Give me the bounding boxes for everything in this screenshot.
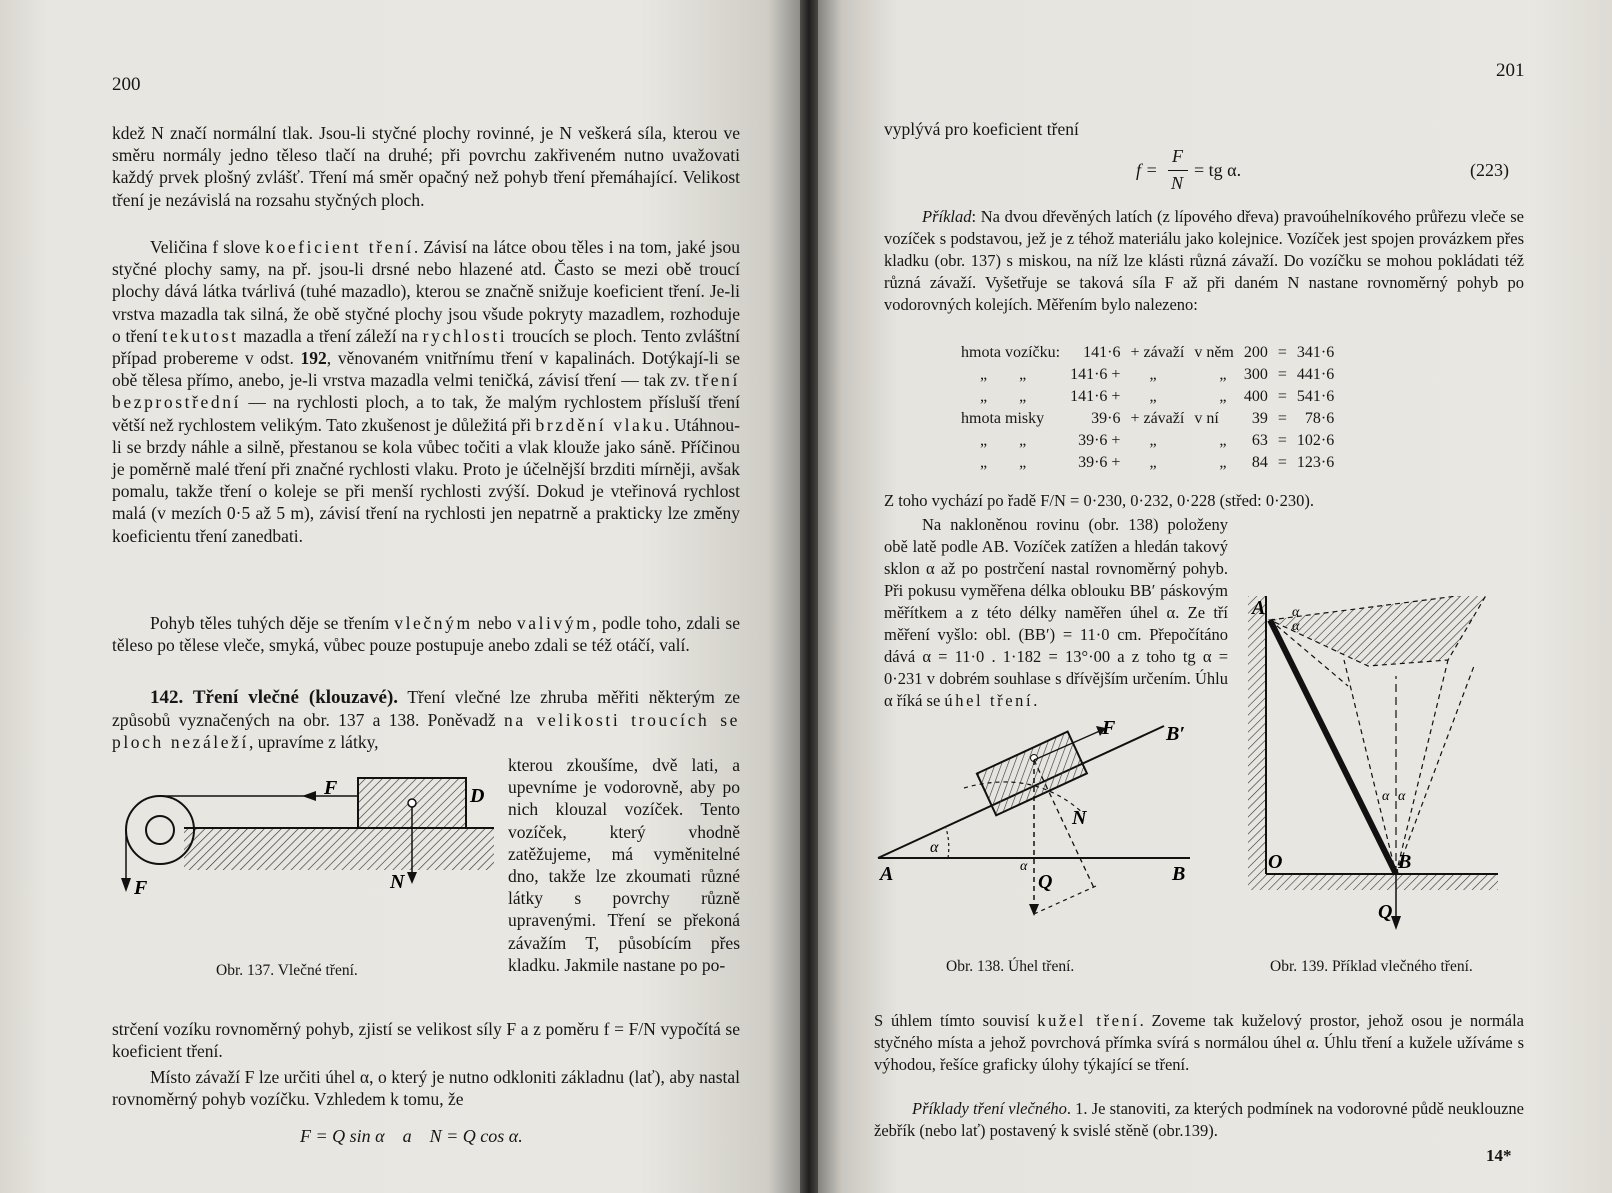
cell: 441·6	[1296, 366, 1335, 383]
term-koeficient: koeficient tření	[265, 237, 414, 257]
cell: =	[1277, 432, 1287, 449]
label-N: N	[390, 871, 405, 893]
term-kuzel: kužel tření	[1037, 1011, 1140, 1030]
left-page	[0, 0, 800, 1193]
para-2e: , věnovaném vnitřnímu tření v kapalinách. Dotýkají-li se obě tělesa přímo, anebo, je-li vrstva mazadla velmi teničká, závisí tření — tak zv.	[112, 348, 740, 391]
cell: „	[1149, 388, 1157, 405]
ditto: „	[1019, 388, 1027, 405]
label-alpha-3: α	[1382, 789, 1390, 804]
cell: „	[1149, 432, 1157, 449]
table-row	[956, 452, 1339, 474]
term-nezalezi: na velikosti troucích se ploch nezáleží	[112, 710, 740, 753]
ditto: „	[1019, 454, 1027, 471]
label-A: A	[1252, 597, 1266, 619]
result-line: Z toho vychází po řadě F/N = 0·230, 0·232, 0·228 (střed: 0·230).	[884, 491, 1314, 510]
cell: 84	[1251, 454, 1268, 471]
caption-137: Obr. 137. Vlečné tření.	[216, 962, 358, 979]
cell: „	[1219, 454, 1227, 471]
label-F-left: F	[134, 877, 148, 899]
cell: + závaží	[1130, 344, 1185, 361]
formula-rhs: = tg α.	[1194, 160, 1242, 180]
figure-139	[1248, 596, 1498, 946]
ditto: „	[980, 432, 988, 449]
para-4a: Tření vlečné lze zhruba měřiti některým ze způsobů vyznačených na obr. 137 a 138. Poněvadž	[112, 687, 741, 731]
ditto: „	[980, 388, 988, 405]
measurement-table	[956, 342, 1339, 474]
table-row	[956, 408, 1339, 430]
cell: 39·6 +	[1078, 432, 1121, 449]
cell: 400	[1243, 388, 1268, 405]
para-3b: nebo	[472, 613, 517, 633]
cell	[956, 364, 1065, 386]
cell: 141·6 +	[1070, 366, 1121, 383]
label-alpha-1: α	[930, 839, 939, 856]
cell: =	[1277, 454, 1287, 471]
cell: v ní	[1194, 410, 1219, 427]
section-142	[112, 686, 740, 754]
table-row	[956, 430, 1339, 452]
intro-line: vyplývá pro koeficient tření	[884, 119, 1079, 139]
cell: =	[1277, 410, 1287, 427]
cell	[956, 452, 1065, 474]
para-4-end: strčení vozíku rovnoměrný pohyb, zjistí se velikost síly F a z poměru f = F/N vypočítá se koeficient tření.	[112, 1019, 740, 1062]
para-3a: Pohyb těles tuhých děje se třením	[150, 613, 395, 633]
formula-num: F	[1172, 146, 1183, 166]
para-1-text: kdež N značí normální tlak. Jsou-li styčné plochy rovinné, je N veškerá síla, kterou ve směru normály jedno těleso tlačí na druhé; při povrchu zakřiveném nutno uvažovati každý prvek plošný zvlášť. Tření má směr opačný než pohyb tření přemáhající. Velikost tření je nezávislá na rozsahu styčných ploch.	[112, 123, 740, 210]
term-uhel-treni: úhel tření	[944, 691, 1034, 710]
signature-mark: 14*	[1486, 1146, 1512, 1165]
label-Q: Q	[1038, 871, 1053, 893]
table-row	[956, 342, 1339, 364]
label-alpha-1: α	[1292, 605, 1300, 620]
cell: 39·6 +	[1078, 454, 1121, 471]
para-3c: , podle toho, zdali se těleso po tělese vleče, smyká, vůbec pouze postupuje anebo zdali se též otáčí, valí.	[112, 613, 741, 656]
pulley	[126, 796, 194, 864]
label-alpha-4: α	[1398, 789, 1406, 804]
table-surface	[184, 828, 494, 870]
table-row	[956, 364, 1339, 386]
term-tekutost: tekutost	[162, 325, 239, 346]
label-B: B	[1172, 863, 1186, 885]
cell: 141·6	[1083, 344, 1121, 361]
table-row	[956, 386, 1339, 408]
examples-paragraph	[874, 1098, 1524, 1142]
cell: „	[1219, 388, 1227, 405]
right-page	[818, 0, 1612, 1193]
cell: 123·6	[1296, 454, 1335, 471]
label-B: B	[1398, 851, 1412, 873]
cone-a: S úhlem tímto souvisí	[874, 1011, 1038, 1030]
caption-139: Obr. 139. Příklad vlečného tření.	[1270, 958, 1473, 975]
label-F-top: F	[324, 777, 338, 799]
friction-cone-top	[1270, 596, 1488, 666]
section-number: 142.	[150, 687, 184, 708]
side-text: kterou zkoušíme, dvě lati, a upevníme je vodorovně, aby po nich klouzal vozíček. Tento vozíček, který vhodně zatěžujeme, má vyměnitelné dno, takže lze zkoumati různé látky s povrchy různě upravenými. Tření se překoná závažím T, působícím přes kladku. Jakmile nastane po po-	[508, 755, 740, 975]
cell: „	[1149, 454, 1157, 471]
wall	[1248, 596, 1266, 890]
cell: 300	[1243, 366, 1268, 383]
term-rychlosti: rychlosti	[422, 325, 508, 346]
cell: hmota misky	[961, 410, 1045, 427]
term-brzdeni: brzdění vlaku	[535, 414, 666, 435]
label-F: F	[1102, 718, 1116, 739]
ref-192: 192	[300, 348, 327, 369]
cell: 341·6	[1296, 344, 1335, 361]
side-column-text	[508, 754, 740, 976]
cell	[956, 386, 1065, 408]
para-2c: mazadla a tření záleží na	[238, 325, 423, 346]
book-gutter	[800, 0, 818, 1193]
cell: 39	[1251, 410, 1268, 427]
incline-paragraph: Na nakloněnou rovinu (obr. 138) položeny obě latě podle AB. Vozíček zatížen a hledán takový sklon α až po postrčení nastal rovnoměrný pohyb. Při pokusu vyměřena délka oblouku BB′ páskovým měřítkem a z této délky naměřen úhel α. Ze tří měření vyšlo: obl. (BB′) = 11·0 cm. Přepočítáno dává α = 11·0 . 1·182 = 13°·00 a z toho tg α = 0·231 v dobrém souhlase s dřívějším určením. Úhlu α říká se úhel tření.	[884, 515, 1228, 710]
cell: + závaží	[1130, 410, 1185, 427]
cell: „	[1219, 432, 1227, 449]
formula-Q: F = Q sin α a N = Q cos α.	[300, 1126, 523, 1146]
cell: =	[1277, 388, 1287, 405]
ditto: „	[980, 366, 988, 383]
figure-137	[112, 760, 502, 920]
label-D: D	[470, 785, 485, 807]
cell: 141·6 +	[1070, 388, 1121, 405]
figure-138	[874, 718, 1244, 932]
term-valivym: valivým	[516, 613, 593, 633]
para-2b: . Závisí na látce obou těles i na tom, jaké jsou styčné plochy samy, na př. jsou-li drsné nebo hlazené atd. Často se mezi obě troucí plochy dává látka tvárlivá (tuhé mazadlo), kterou se značně snižuje koeficient tření. Je-li vrstva mazadla tak silná, že obě styčné plochy jsou všude pokryty mazadlem, rozhoduje o tření	[112, 237, 740, 346]
example-text: : Na dvou dřevěných latích (z lípového dřeva) pravoúhelníkového průřezu vleče se vozíček s podstavou, jež je z téhož materiálu jako kolejnice. Vozíček jest spojen provázkem přes kladku (obr. 137) s miskou, na níž lze klásti různá závaží. Do vozíčku se mohou pokládati též různá závaží. Vyšetřuje se taková síla F až při daném N nastane rovnoměrný pohyb po vodorovných kolejích. Měřením bylo nalezeno:	[884, 207, 1524, 314]
para-2d: troucích se ploch. Tento zvláštní případ probereme v odst.	[112, 325, 740, 369]
cell: =	[1277, 366, 1287, 383]
cell: „	[1219, 366, 1227, 383]
floor	[1266, 874, 1498, 890]
cone-paragraph	[874, 1010, 1524, 1076]
label-N: N	[1072, 807, 1087, 829]
cell: =	[1277, 344, 1287, 361]
formula-lhs: f =	[1136, 160, 1158, 180]
cell: 63	[1251, 432, 1268, 449]
ditto: „	[980, 454, 988, 471]
paragraph-angle	[112, 1066, 740, 1110]
para-5: Místo závaží F lze určiti úhel α, o který je nutno odkloniti základnu (lať), aby nastal rovnoměrný pohyb vozíčku. Vzhledem k tomu, že	[112, 1067, 740, 1110]
cell: v něm	[1194, 344, 1234, 361]
caption-138: Obr. 138. Úhel tření.	[946, 958, 1075, 975]
cell: hmota vozíčku:	[961, 344, 1061, 361]
paragraph-ratio	[112, 1018, 740, 1062]
label-Bprime: B′	[1166, 723, 1185, 745]
paragraph-normal-pressure	[112, 122, 740, 211]
term-vlecnym: vlečným	[394, 613, 473, 633]
cell: 78·6	[1304, 410, 1335, 427]
para-4b: , upravíme z látky,	[248, 732, 379, 753]
page-number-right: 201	[1496, 60, 1525, 81]
label-alpha-2: α	[1292, 619, 1300, 634]
section-title: Tření vlečné (klouzavé).	[192, 687, 399, 708]
example-paragraph	[884, 206, 1524, 316]
ditto: „	[1019, 432, 1027, 449]
example-label: Příklad	[922, 207, 972, 226]
formula-den: N	[1171, 173, 1184, 193]
examples-label: Příklady tření vlečného	[912, 1099, 1067, 1118]
cell: 39·6	[1091, 410, 1121, 427]
paragraph-coefficient	[112, 236, 740, 547]
examples-text: . 1. Je stanoviti, za kterých podmínek na vodorovné půdě neuklouzne žebřík (nebo lať) postavený k svislé stěně (obr.139).	[874, 1099, 1524, 1140]
cell	[956, 430, 1065, 452]
para-2g: . Utáhnou-li se brzdy náhle a silně, přestanou se kola vůbec točiti a vlak klouže jako sáně. Příčinou je poměrně malé tření při značné rychlosti vlaku. Proto je účelnější brzditi mírněji, avšak pomalu, takže tření o koleje se při menší rychlosti zvýší. Dokud je vteřinová rychlost malá (v mezích 0·5 až 5 m), závisí tření na rychlosti jen nepatrně a prakticky lze změny koeficientu tření zanedbati.	[112, 414, 740, 546]
para-2a: Veličina f slove	[150, 237, 266, 257]
paragraph-motion-types	[112, 612, 740, 656]
page-number-left: 200	[112, 74, 141, 95]
term-bezprostredni: tření bezprostřední	[112, 370, 740, 413]
cell: 200	[1243, 344, 1268, 361]
equation-number: (223)	[1470, 160, 1509, 180]
label-Q: Q	[1378, 901, 1393, 923]
cone-b: . Zoveme tak kuželový prostor, jehož osou je normála styčného místa a jehož povrchová přímka svírá s normálou úhel α. Úhlu tření a kužele užíváme s výhodou, řešíce graficky úlohy týkající se tření.	[874, 1011, 1524, 1074]
ditto: „	[1019, 366, 1027, 383]
label-alpha-2: α	[1020, 859, 1028, 874]
label-A: A	[880, 863, 894, 885]
cell: „	[1149, 366, 1157, 383]
para-2f: — na rychlosti ploch, a to tak, že malým rychlostem přísluší tření větší než rychlostem velikým. Tato zkušenost je důležitá při	[112, 392, 740, 435]
cell: 102·6	[1296, 432, 1335, 449]
cell: 541·6	[1296, 388, 1335, 405]
incline-text-body: Na nakloněnou rovinu (obr. 138) položeny obě latě podle AB. Vozíček zatížen a hledán takový sklon α až po postrčení nastal rovnoměrný pohyb. Při pokusu vyměřena délka oblouku BB′ páskovým měřítkem a z této délky naměřen úhel α. Ze tří měření vyšlo: obl. (BB′) = 11·0 cm. Přepočítáno dává α = 11·0 . 1·182 = 13°·00 a z toho tg α = 0·231 v dobrém souhlase s dřívějším určením. Úhlu α říká se	[884, 515, 1228, 710]
label-O: O	[1268, 851, 1283, 873]
